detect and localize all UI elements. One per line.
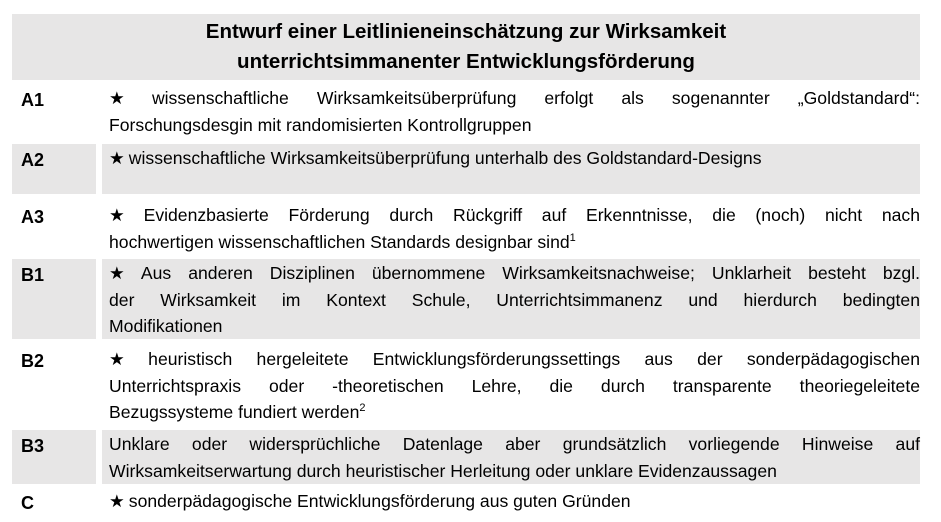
table-row-a1 bbox=[12, 84, 920, 141]
row-code: A1 bbox=[21, 90, 45, 110]
row-description bbox=[102, 345, 920, 425]
table-title-line-1: Entwurf einer Leitlinieneinschätzung zur Wirksamkeit bbox=[205, 20, 727, 43]
row-description bbox=[102, 201, 920, 258]
table-row-b1 bbox=[12, 259, 920, 339]
table-title-line-2: unterrichtsimmanenter Entwicklungsförderung bbox=[237, 50, 695, 73]
row-description-line: Unklare oder widersprüchliche Datenlage aber grundsätzlich vorliegende Hinweise auf bbox=[109, 434, 920, 454]
row-description bbox=[102, 487, 920, 517]
row-description bbox=[102, 144, 920, 194]
table-title bbox=[12, 14, 920, 80]
star-icon: ★ bbox=[109, 349, 145, 369]
row-description-line: Wirksamkeitserwartung durch heuristischer Herleitung oder unklare Evidenzaussagen bbox=[109, 460, 777, 481]
row-description bbox=[102, 430, 920, 484]
row-code: A2 bbox=[12, 144, 96, 194]
row-description-line: ★ heuristisch hergeleitete Entwicklungsförderungssettings aus der sonderpädagogischen bbox=[109, 349, 920, 369]
row-code: A3 bbox=[21, 207, 45, 227]
row-code: B1 bbox=[12, 259, 96, 339]
table-row-a3 bbox=[12, 201, 920, 258]
star-icon: ★ bbox=[109, 263, 137, 283]
footnote-marker: 2 bbox=[359, 402, 366, 415]
row-description-line: Unterrichtspraxis oder -theoretischen Lehre, die durch transparente theoriegeleitete bbox=[109, 375, 920, 396]
row-code: B2 bbox=[21, 351, 45, 371]
row-code: C bbox=[21, 493, 34, 513]
row-description bbox=[102, 84, 920, 141]
row-description-line: Bezugssysteme fundiert werden$^2$ bbox=[109, 402, 366, 422]
footnote-marker: 1 bbox=[569, 231, 576, 244]
star-icon: ★ bbox=[109, 205, 140, 225]
table-row-b2 bbox=[12, 345, 920, 425]
star-icon: ★ bbox=[109, 88, 148, 108]
row-description-line: ★ wissenschaftliche Wirksamkeitsüberprüfung erfolgt als sogenannter „Goldstandard“: bbox=[109, 88, 920, 108]
row-description bbox=[102, 259, 920, 339]
table-row-c bbox=[12, 487, 920, 517]
row-description-line: ★ Aus anderen Disziplinen übernommene Wirksamkeitsnachweise; Unklarheit besteht bzgl. bbox=[109, 263, 920, 283]
row-description-line: der Wirksamkeit im Kontext Schule, Unterrichtsimmanenz und hierdurch bedingten bbox=[109, 289, 920, 310]
row-description-line: hochwertigen wissenschaftlichen Standards designbar sind$^1$ bbox=[109, 231, 576, 252]
table-row-b3 bbox=[12, 430, 920, 484]
table-row-a2 bbox=[12, 144, 920, 194]
row-code: B3 bbox=[12, 430, 96, 484]
row-description-line: Forschungsdesgin mit randomisierten Kontrollgruppen bbox=[109, 114, 532, 135]
row-description-line: ★ wissenschaftliche Wirksamkeitsüberprüfung unterhalb des Goldstandard-Designs bbox=[109, 148, 762, 168]
star-icon: ★ bbox=[109, 148, 125, 168]
row-description-line: ★ sonderpädagogische Entwicklungsförderung aus guten Gründen bbox=[109, 491, 631, 511]
row-description-line: Modifikationen bbox=[109, 316, 223, 336]
star-icon: ★ bbox=[109, 491, 125, 511]
row-description-line: ★ Evidenzbasierte Förderung durch Rückgriff auf Erkenntnisse, die (noch) nicht nach bbox=[109, 205, 920, 225]
